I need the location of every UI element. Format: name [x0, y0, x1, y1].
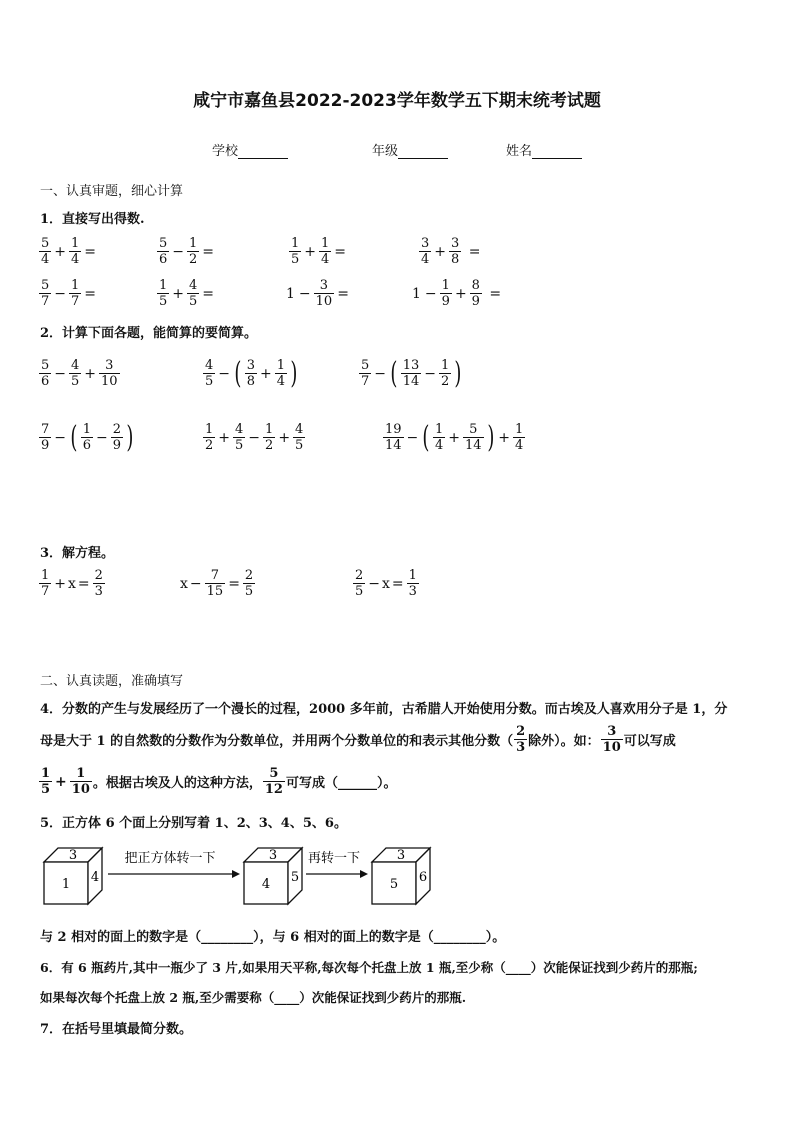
q2-expr-4: $\frac{7}{9}$ − ( $\frac{1}{6}$ − $\frac{2}{9}$ ) — [41, 419, 134, 455]
q1-expr-1: $\frac{5}{4}$ + $\frac{1}{4}$ = — [41, 236, 97, 267]
grade-field[interactable]: 年级 — [372, 140, 448, 159]
q2-expr-1: $\frac{5}{6}$ − $\frac{4}{5}$ + $\frac{3}{10}$ — [41, 358, 118, 389]
svg-text:4: 4 — [261, 877, 271, 892]
q1-expr-7: 1 − $\frac{3}{10}$ = — [286, 278, 349, 309]
q2-expr-2: $\frac{4}{5}$ − ( $\frac{3}{8}$ + $\frac{1}{4}$ ) — [205, 355, 298, 391]
q1-expr-3: $\frac{1}{5}$ + $\frac{1}{4}$ = — [291, 236, 347, 267]
svg-text:5: 5 — [389, 877, 399, 892]
section-2-heading: 二、认真读题，准确填写 — [40, 674, 184, 689]
cube-1 — [44, 848, 102, 904]
school-field[interactable]: 学校 — [212, 140, 288, 159]
q1-expr-6: $\frac{1}{5}$ + $\frac{4}{5}$ = — [159, 278, 215, 309]
cube-2 — [244, 848, 302, 904]
q2-expr-3: $\frac{5}{7}$ − ( $\frac{13}{14}$ − $\frac{1}{2}$ ) — [361, 355, 462, 391]
svg-text:6: 6 — [418, 870, 428, 885]
question-6-line-2[interactable]: 如果每次每个托盘上放 2 瓶,至少需要称（____）次能保证找到少药片的那瓶. — [40, 990, 467, 1005]
q1-expr-5: $\frac{5}{7}$ − $\frac{1}{7}$ = — [41, 278, 97, 309]
section-1-heading: 一、认真审题，细心计算 — [40, 184, 184, 199]
question-4-line-1: 4．分数的产生与发展经历了一个漫长的过程，2000 多年前，古希腊人开始使用分数。而古埃及人喜欢用分子是 1，分 — [40, 702, 728, 717]
arrow-2-label: 再转一下 — [307, 851, 361, 866]
q3-equation-2: x − $\frac{7}{15}$ = $\frac{2}{5}$ — [180, 568, 254, 599]
q3-equation-1: $\frac{1}{7}$ + x = $\frac{2}{3}$ — [41, 568, 103, 599]
q1-expr-2: $\frac{5}{6}$ − $\frac{1}{2}$ = — [159, 236, 215, 267]
question-5-answer-line[interactable]: 与 2 相对的面上的数字是（________），与 6 相对的面上的数字是（________）。 — [40, 930, 506, 945]
question-2: 2．计算下面各题，能简算的要简算。 — [40, 326, 258, 341]
q1-expr-8: 1 − $\frac{1}{9}$ + $\frac{8}{9}$ = — [412, 278, 502, 309]
svg-text:4: 4 — [90, 870, 100, 885]
svg-text:1: 1 — [61, 877, 71, 892]
question-1: 1．直接写出得数. — [40, 212, 145, 227]
question-6-line-1[interactable]: 6．有 6 瓶药片,其中一瓶少了 3 片,如果用天平称,每次每个托盘上放 1 瓶,至少称（____）次能保证找到少药片的那瓶; — [40, 960, 698, 975]
question-7: 7．在括号里填最简分数。 — [40, 1022, 193, 1037]
question-4-line-3: $\frac{1}{5}$ + $\frac{1}{10}$ 。根据古埃及人的这种方法， $\frac{5}{12}$ 可写成（______）。 — [41, 766, 397, 797]
q1-expr-4: $\frac{3}{4}$ + $\frac{3}{8}$ = — [421, 236, 481, 267]
q3-equation-3: $\frac{2}{5}$ − x = $\frac{1}{3}$ — [355, 568, 417, 599]
svg-text:3: 3 — [68, 848, 78, 863]
q2-expr-6: $\frac{19}{14}$ − ( $\frac{1}{4}$ + $\frac{5}{14}$ ) + $\frac{1}{4}$ — [385, 419, 524, 455]
question-3: 3．解方程。 — [40, 546, 115, 561]
arrow-1-label: 把正方体转一下 — [124, 851, 216, 866]
question-5: 5．正方体 6 个面上分别写着 1、2、3、4、5、6。 — [40, 816, 347, 831]
cube-3 — [372, 848, 430, 904]
q2-expr-5: $\frac{1}{2}$ + $\frac{4}{5}$ − $\frac{1}{2}$ + $\frac{4}{5}$ — [205, 422, 304, 453]
svg-text:5: 5 — [290, 870, 300, 885]
cube-rotation-figure — [36, 840, 436, 912]
name-field[interactable]: 姓名 — [506, 140, 582, 159]
question-4-line-2: 母是大于 1 的自然数的分数作为分数单位，并用两个分数单位的和表示其他分数（ $\frac{2}{3}$ 除外）。如： $\frac{3}{10}$ 可以写成 — [40, 724, 676, 755]
svg-text:3: 3 — [268, 848, 278, 863]
svg-text:3: 3 — [396, 848, 406, 863]
page-title: 咸宁市嘉鱼县2022-2023学年数学五下期末统考试题 — [193, 91, 601, 111]
